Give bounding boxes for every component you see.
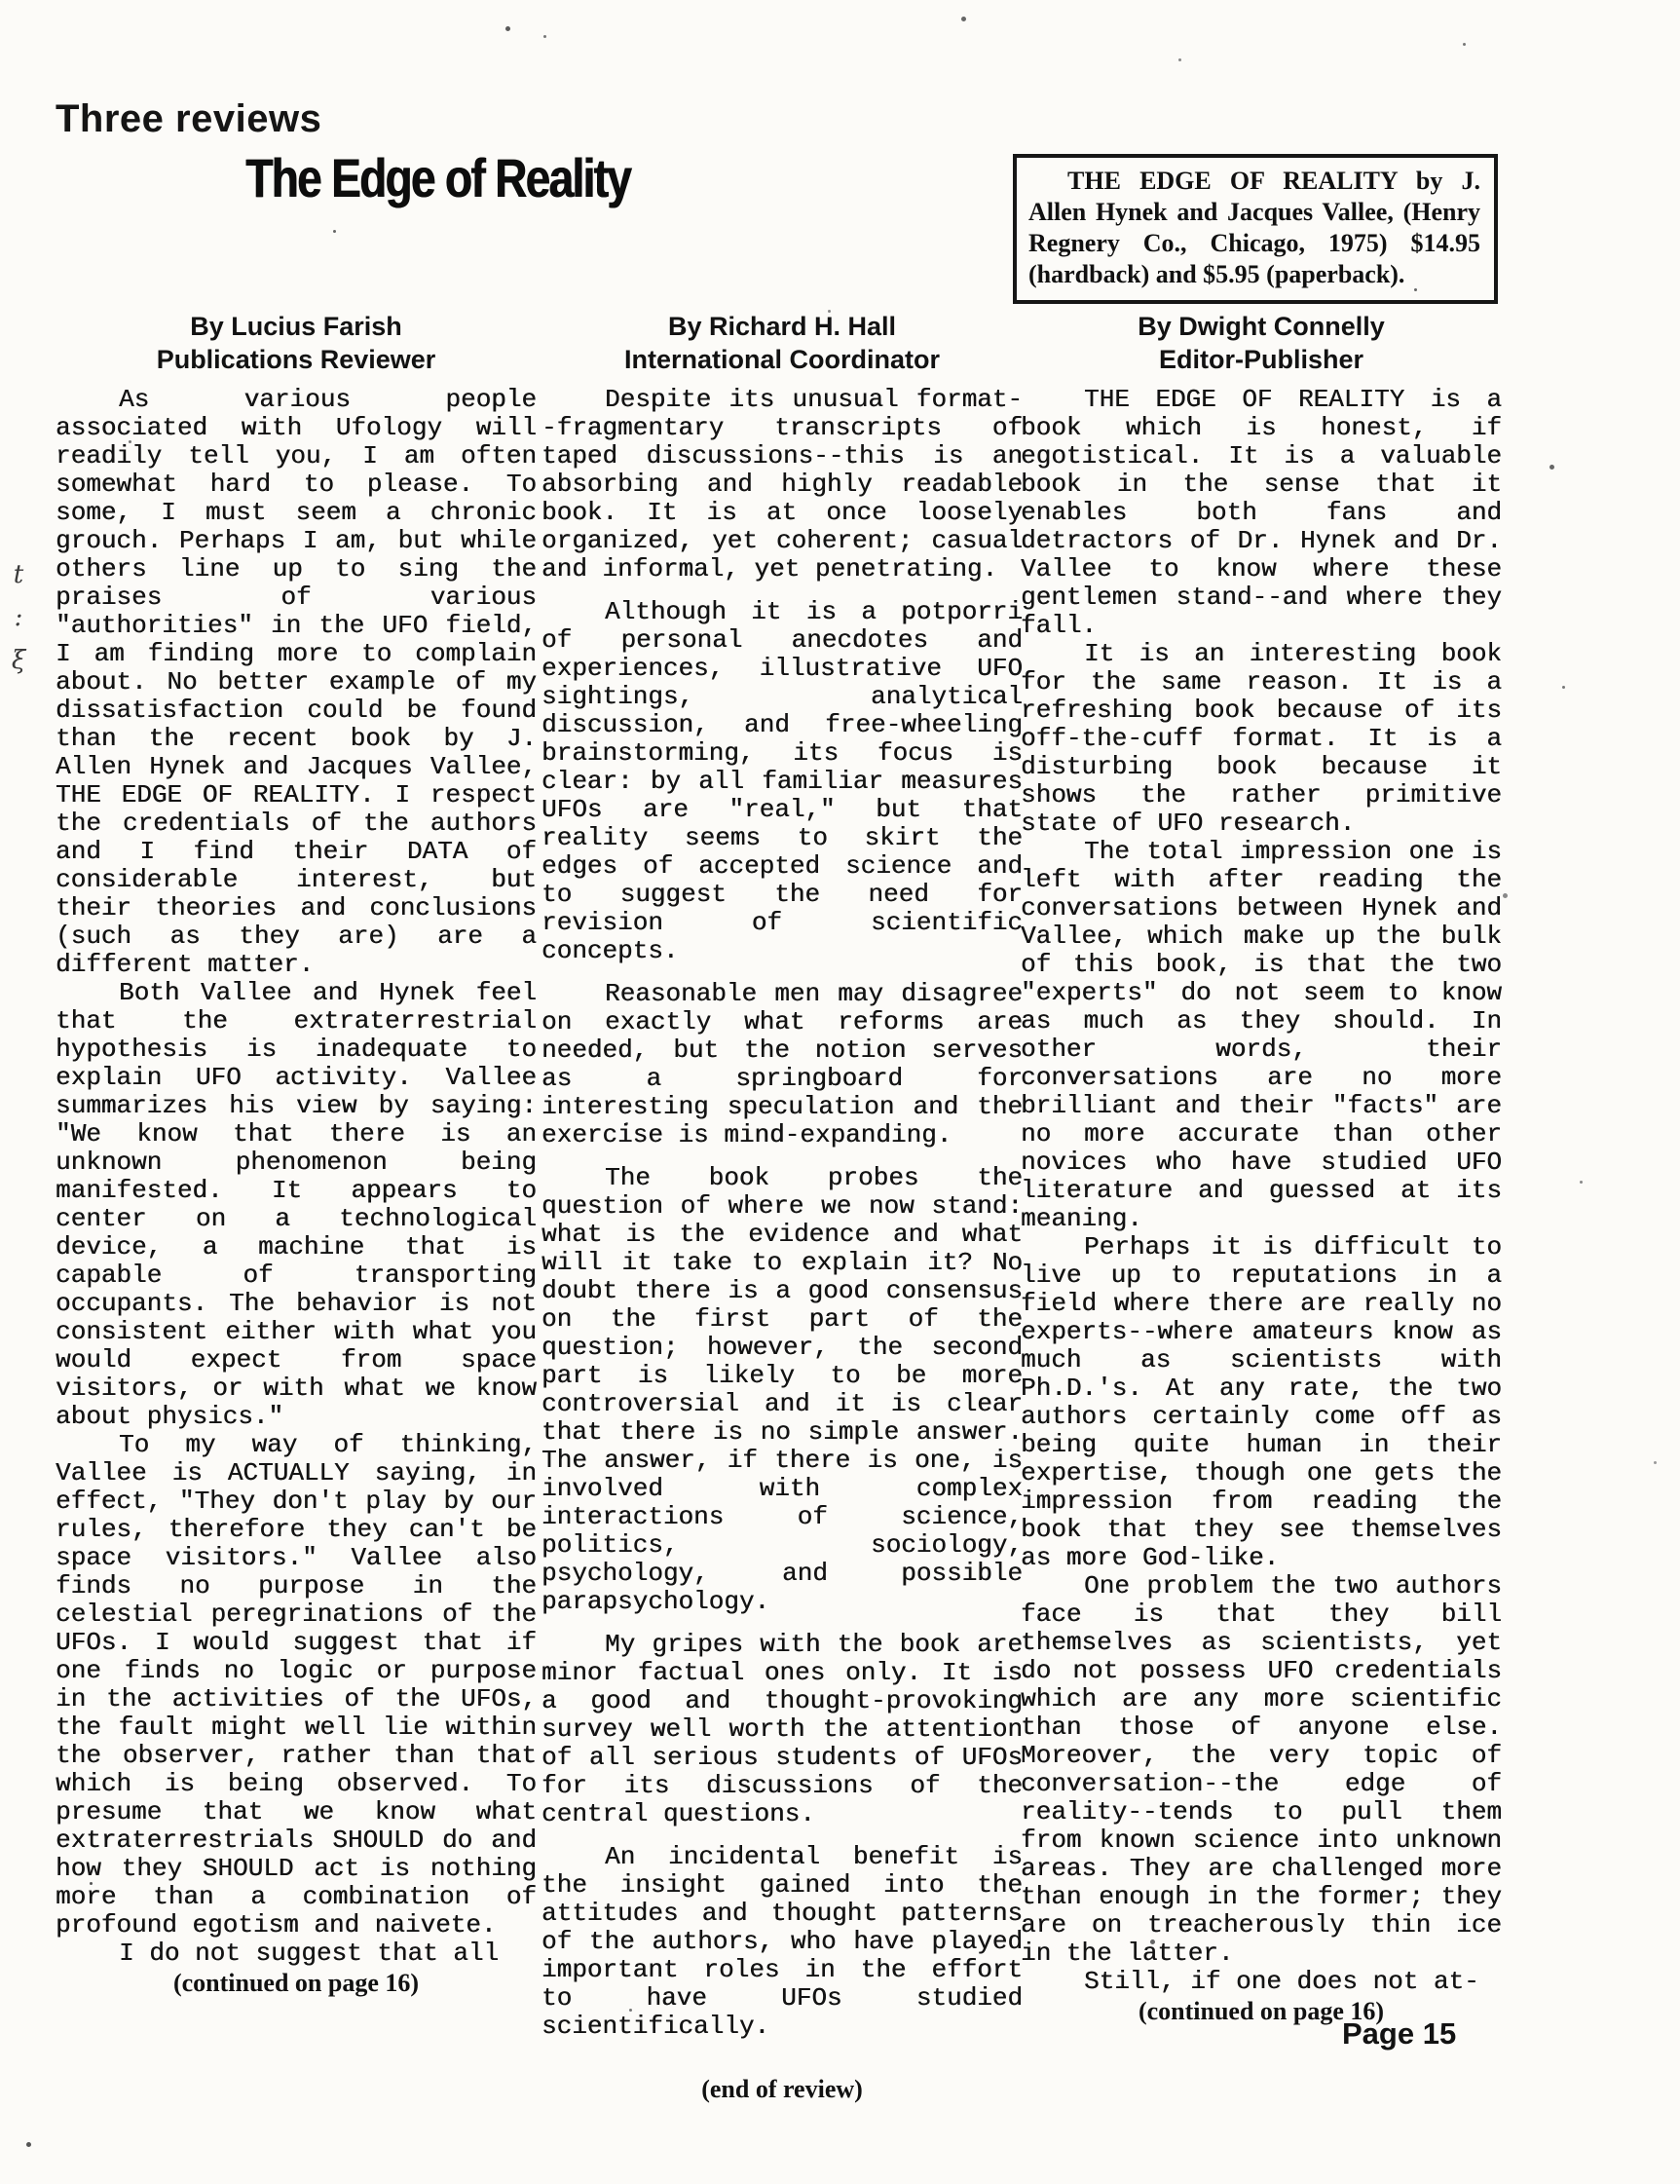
byline-role: Editor-Publisher	[1158, 345, 1363, 374]
paragraph: Despite its unusual format--fragmentary transcripts of taped discussions--this is an absorbing and highly readable book. It is at once loosely organized, yet coherent; casual and informal, yet penetrating.	[541, 385, 1023, 584]
margin-handwriting-marks	[6, 553, 31, 682]
paragraph: Reasonable men may disagree on exactly what reforms are needed, but the notion serves as a springboard for interesting speculation and the exercise is mind-expanding.	[541, 979, 1023, 1149]
review-column-farish	[56, 310, 537, 1999]
byline-author: By Lucius Farish	[190, 312, 402, 341]
review-column-connelly	[1021, 310, 1502, 2027]
book-info-box: THE EDGE OF REALITY by J. Allen Hynek and Jacques Vallee, (Henry Regnery Co., Chicago, 1975) $14.95 (hardback) and $5.95 (paperback).	[1013, 154, 1498, 304]
paragraph: Although it is a potporri of personal anecdotes and experiences, illustrative UFO sightings, analytical discussion, and free-wheeling brainstorming, its focus is clear: by all familiar measures UFOs are "real," but that reality seems to skirt the edges of accepted science and to suggest the need for revision of scientific concepts.	[541, 597, 1023, 965]
end-of-review-note: (end of review)	[701, 2075, 863, 2103]
page-number: Page 15	[1342, 2016, 1457, 2051]
paragraph: An incidental benefit is the insight gained into the attitudes and thought patterns of the authors, who have played important roles in the effort to have UFOs studied scientifically.	[541, 1842, 1023, 2041]
byline	[56, 310, 537, 376]
continued-note: (continued on page 16)	[172, 1969, 420, 1997]
paragraph: THE EDGE OF REALITY is a book which is honest, if egotistical. It is a valuable book in the sense that it enables both fans and detractors of Dr. Hynek and Dr. Vallee to know where these gentlemen stand--and where they fall.	[1021, 385, 1502, 640]
byline-role: International Coordinator	[624, 345, 940, 374]
paragraph: It is an interesting book for the same reason. It is a refreshing book because of its off-the-cuff format. It is a disturbing book because it shows the rather primitive state of UFO research.	[1021, 639, 1502, 838]
paragraph: Perhaps it is difficult to live up to reputations in a field where there are really no experts--where amateurs know as much as scientists with Ph.D.'s. At any rate, the two authors certainly come off as being quite human in their expertise, though one gets the impression from reading the book that they see themselves as more God-like.	[1021, 1232, 1502, 1572]
kicker: Three reviews	[56, 97, 322, 140]
byline-author: By Dwight Connelly	[1138, 312, 1385, 341]
paragraph: Both Vallee and Hynek feel that the extraterrestrial hypothesis is inadequate to explain UFO activity. Vallee summarizes his view by saying: "We know that there is an unknown phenomenon being manifested. It appears to center on a technological device, a machine that is capable of transporting occupants. The behavior is not consistent either with what you would expect from space visitors, or with what we know about physics."	[56, 978, 537, 1431]
byline-author: By Richard H. Hall	[667, 312, 897, 341]
continued-note: (continued on page 16)	[1138, 1997, 1385, 2025]
byline	[541, 310, 1023, 376]
paragraph: Still, if one does not at-	[1084, 1967, 1479, 1996]
review-body	[1021, 386, 1502, 1996]
paragraph: My gripes with the book are minor factual ones only. It is a good and thought-provoking survey well worth the attention of all serious students of UFOs for its discussions of the central questions.	[541, 1630, 1023, 1828]
paragraph: To my way of thinking, Vallee is ACTUALLY saying, in effect, "They don't play by our rules, therefore they can't be space visitors." Vallee also finds no purpose in the celestial peregrinations of the UFOs. I would suggest that if one finds no logic or purpose in the activities of the UFOs, the fault might well lie within the observer, rather than that which is being observed. To presume that we know what extraterrestrials SHOULD do and how they SHOULD act is nothing more than a combination of profound egotism and naivete.	[56, 1430, 537, 1939]
review-body	[56, 386, 537, 1968]
review-column-hall	[541, 310, 1023, 2105]
paragraph: The book probes the question of where we now stand: what is the evidence and what will it take to explain it? No doubt there is a good consensus on the first part of the question; however, the second part is likely to be more controversial and it is clear that there is no simple answer. The answer, if there is one, is involved with complex interactions of science, politics, sociology, psychology, and possible parapsychology.	[541, 1163, 1023, 1616]
paragraph: The total impression one is left with after reading the conversations between Hynek and Vallee, which make up the bulk of this book, is that the two "experts" do not seem to know as much as they should. In other words, their conversations are no more brilliant and their "facts" are no more accurate than other novices who have studied UFO literature and guessed at its meaning.	[1021, 837, 1502, 1233]
byline	[1021, 310, 1502, 376]
byline-role: Publications Reviewer	[156, 345, 436, 374]
paragraph: As various people associated with Ufology will readily tell you, I am often somewhat hard to please. To some, I must seem a chronic grouch. Perhaps I am, but while others line up to sing the praises of various "authorities" in the UFO field, I am finding more to complain about. No better example of my dissatisfaction could be found than the recent book by J. Allen Hynek and Jacques Vallee, THE EDGE OF REALITY. I respect the credentials of the authors and I find their DATA of considerable interest, but their theories and conclusions (such as they are) are a different matter.	[56, 385, 537, 979]
margin-mark: :	[14, 603, 23, 632]
margin-mark: ξ	[11, 646, 26, 675]
review-body	[541, 386, 1023, 2041]
paragraph: I do not suggest that all	[119, 1939, 500, 1968]
scan-speckles	[0, 0, 3, 3]
page-title: The Edge of Reality	[245, 147, 630, 208]
paragraph: One problem the two authors face is that they bill themselves as scientists, yet do not possess UFO credentials which are any more scientific than those of anyone else. Moreover, the very topic of conversation--the edge of reality--tends to pull them from known science into unknown areas. They are challenged more than enough in the former; they are on treacherously thin ice in the latter.	[1021, 1571, 1502, 1968]
margin-mark: t	[13, 560, 24, 589]
